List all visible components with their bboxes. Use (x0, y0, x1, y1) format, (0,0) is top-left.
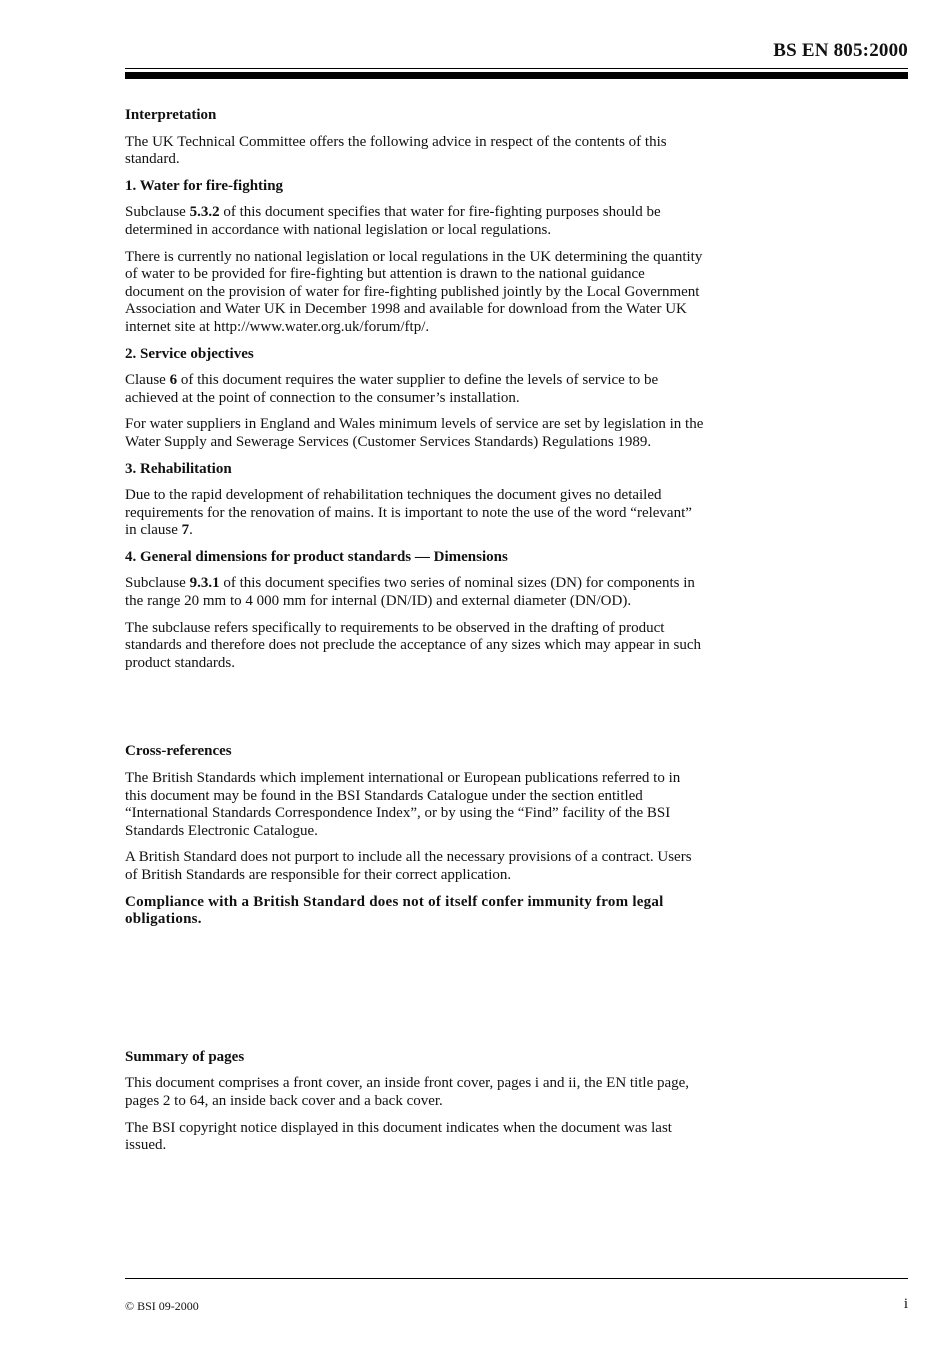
spacer (125, 681, 705, 743)
section-4-heading: 4. General dimensions for product standards — Dimensions (125, 548, 508, 565)
spacer (125, 938, 705, 1049)
interpretation-heading: Interpretation (125, 107, 217, 123)
cross-references-heading: Cross-references (125, 743, 232, 760)
clause-reference: 6 (169, 372, 178, 389)
section-3-heading: 3. Rehabilitation (125, 460, 232, 477)
clause-reference: 7 (181, 522, 190, 539)
compliance-statement: Compliance with a British Standard does not of itself confer immunity from legal obligations. (125, 893, 664, 928)
copyright-notice: © BSI 09-2000 (125, 1299, 199, 1313)
summary-para-2: The BSI copyright notice displayed in this document indicates when the document was last issued. (125, 1119, 672, 1154)
summary-heading: Summary of pages (125, 1048, 245, 1065)
section-1-para-1: Subclause 5.3.2 of this document specifies that water for fire-fighting purposes should be determined in accordance with national legislation or local regulations. (125, 204, 661, 238)
header-thin-rule (125, 68, 908, 69)
cross-references-para-1: The British Standards which implement international or European publications referred to in this document may be found in the BSI Standards Catalogue under the section entitled “International Standards Correspondence Index”, or by using the “Find” facility of the BSI Standards Electronic Catalogue. (125, 770, 681, 839)
page-number: i (903, 1296, 908, 1312)
header-thick-rule (125, 72, 908, 79)
section-3-para-1: Due to the rapid development of rehabilitation techniques the document gives no detailed requirements for the renovation of mains. It is important to note the use of the word “relevant” in clause 7. (125, 487, 692, 539)
document-number: BS EN 805:2000 (773, 40, 908, 61)
summary-para-1: This document comprises a front cover, an inside front cover, pages i and ii, the EN title page, pages 2 to 64, an inside back cover and a back cover. (125, 1075, 690, 1109)
cross-references-para-2: A British Standard does not purport to include all the necessary provisions of a contract. Users of British Standards are responsible for their correct application. (125, 849, 692, 883)
footer-rule (125, 1278, 908, 1279)
clause-reference: 5.3.2 (189, 204, 220, 221)
section-2-heading: 2. Service objectives (125, 345, 254, 362)
section-1-heading: 1. Water for fire-fighting (125, 177, 284, 194)
page-body (125, 107, 705, 1164)
clause-reference: 9.3.1 (189, 575, 220, 592)
section-4-para-2: The subclause refers specifically to requirements to be observed in the drafting of product standards and therefore does not preclude the acceptance of any sizes which may appear in such product standards. (125, 619, 702, 671)
section-1-para-2: There is currently no national legislation or local regulations in the UK determining the quantity of water to be provided for fire-fighting but attention is drawn to the national guidance document on the provision of water for fire-fighting published jointly by the Local Government Association and Water UK in December 1998 and available for download from the Water UK internet site at http://www.water.org.uk/forum/ftp/. (125, 248, 703, 335)
section-2-para-1: Clause 6 of this document requires the water supplier to define the levels of service to be achieved at the point of connection to the consumer’s installation. (125, 372, 659, 406)
section-2-para-2: For water suppliers in England and Wales minimum levels of service are set by legislation in the Water Supply and Sewerage Services (Customer Services Standards) Regulations 1989. (125, 416, 704, 450)
interpretation-intro: The UK Technical Committee offers the following advice in respect of the contents of this standard. (125, 133, 667, 168)
section-4-para-1: Subclause 9.3.1 of this document specifies two series of nominal sizes (DN) for components in the range 20 mm to 4 000 mm for internal (DN/ID) and external diameter (DN/OD). (125, 575, 695, 610)
